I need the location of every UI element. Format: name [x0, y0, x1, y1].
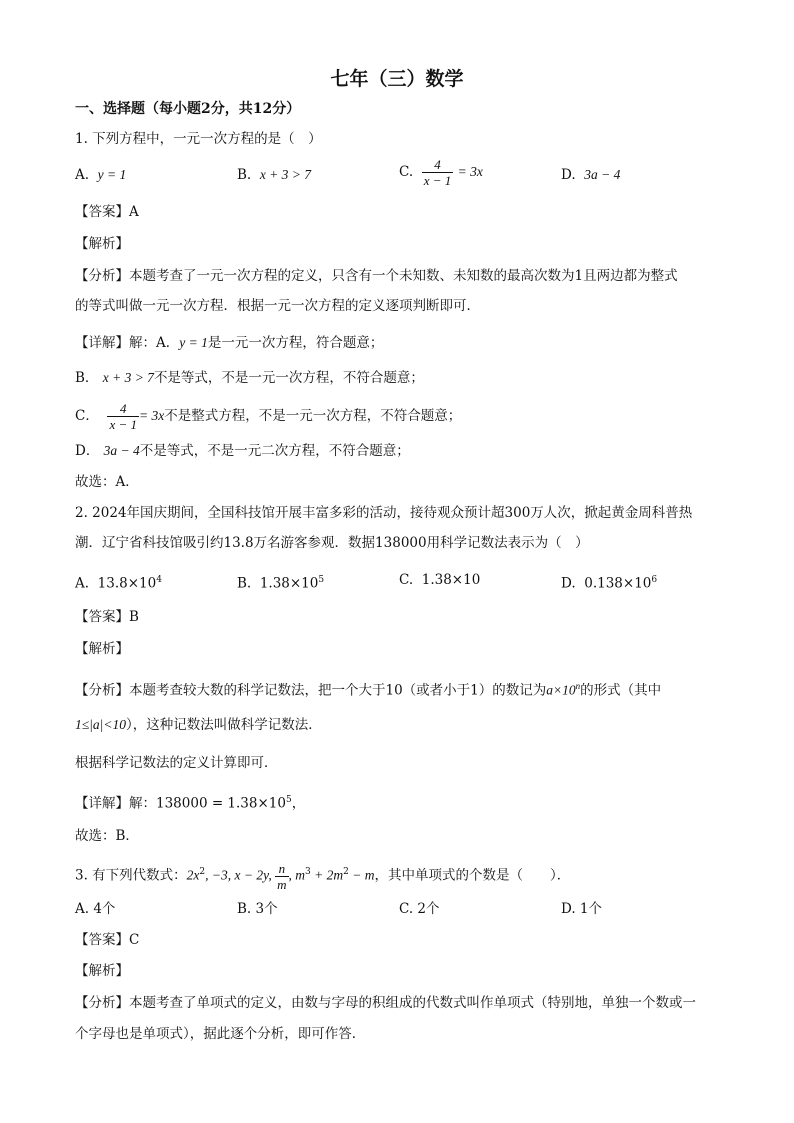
q1-conclusion: 故选：A．	[75, 474, 139, 490]
q1-detail-c: C． $\frac{4}{x - 1}$ = 3x不是整式方程，不是一元一次方程，不符合题意；	[75, 401, 462, 432]
q2-stem-line1: 2. 2024年国庆期间，全国科技馆开展丰富多彩的活动，接待观众预计超300万人次，掀起黄金周科普热	[75, 505, 693, 521]
q2-conclusion: 故选：B．	[75, 828, 139, 844]
q3-option-a: A. 4个	[75, 901, 116, 917]
q1-option-a: A. y = 1	[75, 167, 127, 183]
q2-option-c: C. 1.38×10	[399, 572, 481, 588]
q2-fenxi-line1: 【分析】本题考查较大数的科学记数法，把一个大于10（或者小于1）的数记为$a\times 10^n$的形式（其中	[75, 681, 662, 699]
q1-option-b: B. x + 3 > 7	[237, 167, 312, 183]
q2-fenxi-line3: 根据科学记数法的定义计算即可．	[75, 755, 278, 771]
q3-stem: 3. 有下列代数式：$2x^2$, −3, x − 2y, $\frac{n}{m}$ , $m^3 + 2m^2 - m$，其中单项式的个数是（ ）．	[75, 860, 571, 892]
q3-answer: 【答案】C	[75, 932, 140, 948]
q1-detail-a: 【详解】解：A．y = 1是一元一次方程，符合题意；	[75, 335, 384, 351]
q1-answer: 【答案】A	[75, 204, 139, 220]
q1-fenxi-line1: 【分析】本题考查了一元一次方程的定义，只含有一个未知数、未知数的最高次数为1且两边都为整式	[75, 268, 678, 284]
q2-analysis-label: 【解析】	[75, 641, 129, 657]
q1-fenxi-line2: 的等式叫做一元一次方程．根据一元一次方程的定义逐项判断即可．	[75, 298, 480, 314]
page-title: 七年（三）数学	[330, 68, 464, 90]
q1-detail-d: D． 3a − 4不是等式，不是一元二次方程，不符合题意；	[75, 443, 410, 459]
q2-option-d: D. $0.138\times 10^6$	[561, 575, 658, 592]
q1-detail-b: B． x + 3 > 7不是等式，不是一元一次方程，不符合题意；	[75, 370, 424, 386]
q3-option-b: B. 3个	[237, 901, 278, 917]
q2-answer: 【答案】B	[75, 609, 139, 625]
fraction: $\frac{n}{m}$	[277, 860, 287, 892]
q2-fenxi-line2: 1≤|a|<10），这种记数法叫做科学记数法．	[75, 717, 322, 733]
q3-option-c: C. 2个	[399, 901, 440, 917]
q3-fenxi-line2: 个字母也是单项式），据此逐个分析，即可作答．	[75, 1026, 366, 1042]
q2-stem-line2: 潮．辽宁省科技馆吸引约13.8万名游客参观．数据138000用科学记数法表示为（ ）	[75, 535, 589, 551]
q2-option-a: A. $13.8\times 10^4$	[75, 575, 162, 592]
q1-option-d: D. 3a − 4	[561, 167, 621, 183]
section-heading: 一、选择题（每小题2分，共12分）	[75, 101, 301, 117]
q3-option-d: D. 1个	[561, 901, 603, 917]
q1-analysis-label: 【解析】	[75, 236, 129, 252]
q3-fenxi-line1: 【分析】本题考查了单项式的定义，由数与字母的积组成的代数式叫作单项式（特别地，单独一个数或一	[75, 995, 696, 1011]
fraction: $\frac{4}{x - 1}$	[423, 157, 452, 188]
q2-option-b: B. $1.38\times 10^5$	[237, 575, 325, 592]
fraction: $\frac{4}{x - 1}$	[109, 401, 137, 432]
q1-stem: 1. 下列方程中，一元一次方程的是（ ）	[75, 131, 322, 147]
q1-option-c: C. $\frac{4}{x - 1}$ = 3x	[399, 157, 483, 188]
q3-analysis-label: 【解析】	[75, 963, 129, 979]
q2-detail: 【详解】解：$138000 = 1.38\times 10^5$，	[75, 795, 306, 812]
